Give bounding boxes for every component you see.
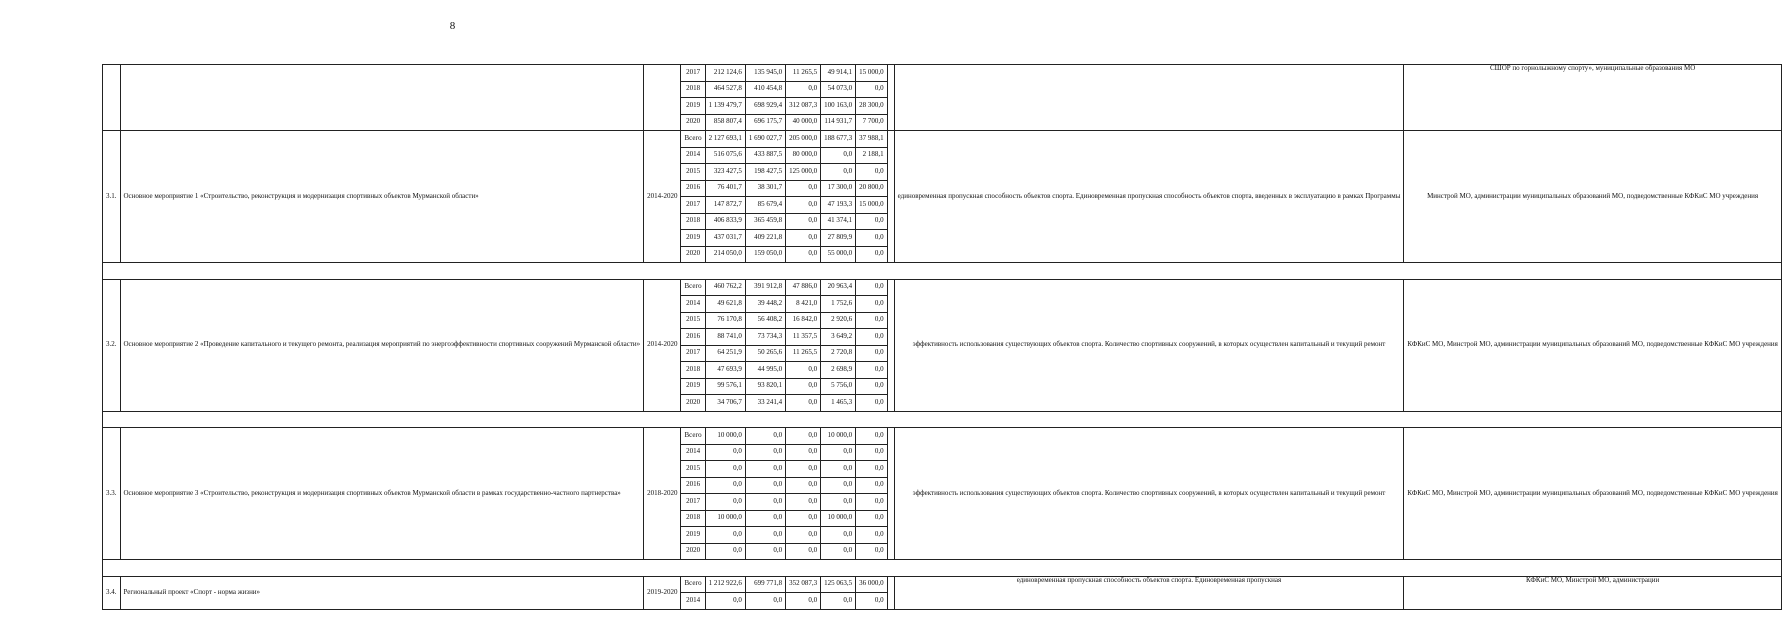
spacer-cell: [887, 65, 894, 131]
amount-cell: 16 842,0: [786, 312, 821, 329]
year-cell: Всего: [681, 131, 705, 148]
amount-cell: 114 931,7: [821, 114, 856, 131]
amount-cell: 41 374,1: [821, 213, 856, 230]
executors-cell: КФКиС МО, Минстрой МО, администрации муниципальных образований МО, подведомственные КФКиС МО учреждения: [1404, 428, 1782, 560]
amount-cell: 0,0: [705, 461, 745, 478]
amount-cell: 696 175,7: [745, 114, 785, 131]
amount-cell: 0,0: [705, 494, 745, 511]
amount-cell: 410 454,8: [745, 81, 785, 98]
activity-name-cell: Региональный проект «Спорт - норма жизни»: [120, 576, 644, 609]
amount-cell: 0,0: [821, 444, 856, 461]
amount-cell: 99 576,1: [705, 378, 745, 395]
amount-cell: 0,0: [786, 378, 821, 395]
amount-cell: 1 212 922,6: [705, 576, 745, 593]
amount-cell: 0,0: [856, 312, 888, 329]
amount-cell: 433 887,5: [745, 147, 785, 164]
period-cell: [644, 65, 681, 131]
amount-cell: 0,0: [786, 230, 821, 247]
amount-cell: 0,0: [821, 494, 856, 511]
amount-cell: 49 914,1: [821, 65, 856, 82]
section-gap: [103, 263, 1782, 280]
year-cell: 2016: [681, 477, 705, 494]
amount-cell: 409 221,8: [745, 230, 785, 247]
year-cell: 2014: [681, 593, 705, 610]
amount-cell: 93 820,1: [745, 378, 785, 395]
amount-cell: 11 265,5: [786, 65, 821, 82]
amount-cell: 0,0: [745, 494, 785, 511]
amount-cell: 125 000,0: [786, 164, 821, 181]
amount-cell: 2 188,1: [856, 147, 888, 164]
amount-cell: 0,0: [745, 461, 785, 478]
amount-cell: 0,0: [705, 543, 745, 560]
amount-cell: 15 000,0: [856, 197, 888, 214]
amount-cell: 323 427,5: [705, 164, 745, 181]
year-cell: 2017: [681, 494, 705, 511]
section-gap: [103, 411, 1782, 428]
amount-cell: 39 448,2: [745, 296, 785, 313]
amount-cell: 0,0: [786, 510, 821, 527]
amount-cell: 0,0: [821, 147, 856, 164]
year-cell: 2014: [681, 147, 705, 164]
year-cell: 2020: [681, 246, 705, 263]
activity-name-cell: Основное мероприятие 2 «Проведение капитального и текущего ремонта, реализация мероприятий по энергоэффективности спортивных сооружений Мурманской области»: [120, 279, 644, 411]
amount-cell: 135 945,0: [745, 65, 785, 82]
amount-cell: 5 756,0: [821, 378, 856, 395]
amount-cell: 85 679,4: [745, 197, 785, 214]
amount-cell: 0,0: [786, 395, 821, 412]
amount-cell: 0,0: [856, 345, 888, 362]
activity-name-cell: [120, 65, 644, 131]
amount-cell: 0,0: [745, 593, 785, 610]
amount-cell: 76 170,8: [705, 312, 745, 329]
amount-cell: 437 031,7: [705, 230, 745, 247]
period-cell: 2018-2020: [644, 428, 681, 560]
amount-cell: 0,0: [786, 197, 821, 214]
amount-cell: 0,0: [856, 477, 888, 494]
amount-cell: 0,0: [856, 527, 888, 544]
year-cell: 2018: [681, 362, 705, 379]
amount-cell: 2 127 693,1: [705, 131, 745, 148]
amount-cell: 0,0: [856, 246, 888, 263]
amount-cell: 125 063,5: [821, 576, 856, 593]
amount-cell: 0,0: [856, 461, 888, 478]
year-cell: 2015: [681, 461, 705, 478]
amount-cell: 391 912,8: [745, 279, 785, 296]
amount-cell: 1 752,6: [821, 296, 856, 313]
amount-cell: 76 401,7: [705, 180, 745, 197]
amount-cell: 0,0: [856, 444, 888, 461]
year-cell: 2018: [681, 510, 705, 527]
year-cell: 2014: [681, 444, 705, 461]
indicator-cell: единовременная пропускная способность объектов спорта. Единовременная пропускная: [894, 576, 1404, 609]
amount-cell: 0,0: [745, 527, 785, 544]
program-table: [102, 64, 1782, 610]
spacer-cell: [887, 279, 894, 411]
year-cell: 2015: [681, 164, 705, 181]
amount-cell: 8 421,0: [786, 296, 821, 313]
year-cell: 2020: [681, 543, 705, 560]
year-cell: 2016: [681, 180, 705, 197]
amount-cell: 460 762,2: [705, 279, 745, 296]
executors-cell: Минстрой МО, администрации муниципальных образований МО, подведомственные КФКиС МО учреждения: [1404, 131, 1782, 263]
amount-cell: 50 265,6: [745, 345, 785, 362]
amount-cell: 88 741,0: [705, 329, 745, 346]
amount-cell: 2 920,6: [821, 312, 856, 329]
year-cell: 2018: [681, 213, 705, 230]
amount-cell: 0,0: [786, 543, 821, 560]
amount-cell: 0,0: [786, 477, 821, 494]
amount-cell: 17 300,0: [821, 180, 856, 197]
amount-cell: 0,0: [786, 246, 821, 263]
amount-cell: 10 000,0: [821, 428, 856, 445]
amount-cell: 0,0: [821, 543, 856, 560]
amount-cell: 0,0: [821, 461, 856, 478]
indicator-cell: [894, 65, 1404, 131]
year-cell: 2014: [681, 296, 705, 313]
amount-cell: 0,0: [856, 329, 888, 346]
amount-cell: 15 000,0: [856, 65, 888, 82]
amount-cell: 0,0: [745, 477, 785, 494]
table-row: [103, 279, 1782, 296]
amount-cell: 0,0: [786, 444, 821, 461]
amount-cell: 34 706,7: [705, 395, 745, 412]
amount-cell: 0,0: [745, 444, 785, 461]
amount-cell: 0,0: [705, 477, 745, 494]
amount-cell: 0,0: [786, 494, 821, 511]
year-cell: 2019: [681, 98, 705, 115]
amount-cell: 0,0: [856, 279, 888, 296]
amount-cell: 214 050,0: [705, 246, 745, 263]
amount-cell: 188 677,3: [821, 131, 856, 148]
executors-cell: КФКиС МО, Минстрой МО, администрации муниципальных образований МО, подведомственные КФКиС МО учреждения: [1404, 279, 1782, 411]
period-cell: 2019-2020: [644, 576, 681, 609]
amount-cell: 0,0: [745, 510, 785, 527]
spacer-cell: [887, 576, 894, 609]
amount-cell: 312 087,3: [786, 98, 821, 115]
amount-cell: 0,0: [856, 395, 888, 412]
spacer-cell: [887, 131, 894, 263]
amount-cell: 406 833,9: [705, 213, 745, 230]
amount-cell: 10 000,0: [705, 510, 745, 527]
amount-cell: 0,0: [786, 428, 821, 445]
amount-cell: 47 193,3: [821, 197, 856, 214]
year-cell: 2018: [681, 81, 705, 98]
indicator-cell: эффективность использования существующих объектов спорта. Количество спортивных сооружений, в которых осуществлен капитальный и текущий ремонт: [894, 428, 1404, 560]
amount-cell: 0,0: [705, 444, 745, 461]
amount-cell: 11 357,5: [786, 329, 821, 346]
amount-cell: 40 000,0: [786, 114, 821, 131]
amount-cell: 0,0: [786, 81, 821, 98]
amount-cell: 0,0: [745, 428, 785, 445]
executors-cell: КФКиС МО, Минстрой МО, администрации: [1404, 576, 1782, 609]
activity-name-cell: Основное мероприятие 3 «Строительство, реконструкция и модернизация спортивных объектов Мурманской области в рамках государственно-частного партнерства»: [120, 428, 644, 560]
table-row: [103, 576, 1782, 593]
amount-cell: 1 139 479,7: [705, 98, 745, 115]
year-cell: Всего: [681, 428, 705, 445]
period-cell: 2014-2020: [644, 131, 681, 263]
amount-cell: 54 073,0: [821, 81, 856, 98]
row-number-cell: 3.4.: [103, 576, 121, 609]
amount-cell: 0,0: [786, 362, 821, 379]
amount-cell: 0,0: [786, 180, 821, 197]
amount-cell: 73 734,3: [745, 329, 785, 346]
amount-cell: 2 720,8: [821, 345, 856, 362]
amount-cell: 0,0: [856, 543, 888, 560]
row-number-cell: 3.3.: [103, 428, 121, 560]
amount-cell: 0,0: [856, 593, 888, 610]
amount-cell: 0,0: [856, 296, 888, 313]
amount-cell: 0,0: [786, 213, 821, 230]
amount-cell: 0,0: [705, 527, 745, 544]
amount-cell: 698 929,4: [745, 98, 785, 115]
year-cell: 2017: [681, 197, 705, 214]
amount-cell: 44 995,0: [745, 362, 785, 379]
table-row: [103, 131, 1782, 148]
amount-cell: 352 087,3: [786, 576, 821, 593]
amount-cell: 0,0: [856, 81, 888, 98]
amount-cell: 80 000,0: [786, 147, 821, 164]
amount-cell: 0,0: [821, 164, 856, 181]
period-cell: 2014-2020: [644, 279, 681, 411]
amount-cell: 3 649,2: [821, 329, 856, 346]
amount-cell: 0,0: [705, 593, 745, 610]
year-cell: 2019: [681, 527, 705, 544]
row-number-cell: [103, 65, 121, 131]
amount-cell: 0,0: [745, 543, 785, 560]
table-row: [103, 65, 1782, 82]
amount-cell: 47 886,0: [786, 279, 821, 296]
amount-cell: 10 000,0: [821, 510, 856, 527]
gap-cell: [103, 411, 1782, 428]
amount-cell: 36 000,0: [856, 576, 888, 593]
amount-cell: 20 800,0: [856, 180, 888, 197]
executors-cell: СШОР по горнолыжному спорту», муниципальные образования МО: [1404, 65, 1782, 131]
amount-cell: 27 809,9: [821, 230, 856, 247]
year-cell: 2017: [681, 65, 705, 82]
amount-cell: 198 427,5: [745, 164, 785, 181]
indicator-cell: эффективность использования существующих объектов спорта. Количество спортивных сооружений, в которых осуществлен капитальный и текущий ремонт: [894, 279, 1404, 411]
amount-cell: 10 000,0: [705, 428, 745, 445]
amount-cell: 47 693,9: [705, 362, 745, 379]
amount-cell: 0,0: [856, 164, 888, 181]
year-cell: 2019: [681, 378, 705, 395]
amount-cell: 858 807,4: [705, 114, 745, 131]
amount-cell: 7 700,0: [856, 114, 888, 131]
amount-cell: 516 075,6: [705, 147, 745, 164]
amount-cell: 212 124,6: [705, 65, 745, 82]
page-number: 8: [449, 20, 456, 32]
amount-cell: 0,0: [856, 213, 888, 230]
amount-cell: 0,0: [856, 362, 888, 379]
activity-name-cell: Основное мероприятие 1 «Строительство, реконструкция и модернизация спортивных объектов Мурманской области»: [120, 131, 644, 263]
year-cell: 2019: [681, 230, 705, 247]
gap-cell: [103, 263, 1782, 280]
amount-cell: 20 963,4: [821, 279, 856, 296]
amount-cell: 100 163,0: [821, 98, 856, 115]
amount-cell: 0,0: [821, 593, 856, 610]
amount-cell: 64 251,9: [705, 345, 745, 362]
row-number-cell: 3.2.: [103, 279, 121, 411]
amount-cell: 0,0: [856, 378, 888, 395]
spacer-cell: [887, 428, 894, 560]
year-cell: 2016: [681, 329, 705, 346]
amount-cell: 37 988,1: [856, 131, 888, 148]
year-cell: Всего: [681, 279, 705, 296]
year-cell: 2015: [681, 312, 705, 329]
amount-cell: 38 301,7: [745, 180, 785, 197]
year-cell: 2020: [681, 114, 705, 131]
amount-cell: 0,0: [856, 428, 888, 445]
amount-cell: 28 300,0: [856, 98, 888, 115]
amount-cell: 699 771,8: [745, 576, 785, 593]
amount-cell: 11 265,5: [786, 345, 821, 362]
indicator-cell: единовременная пропускная способность объектов спорта. Единовременная пропускная способность объектов спорта, введенных в эксплуатацию в рамках Программы: [894, 131, 1404, 263]
amount-cell: 33 241,4: [745, 395, 785, 412]
table-row: [103, 428, 1782, 445]
amount-cell: 205 000,0: [786, 131, 821, 148]
year-cell: 2017: [681, 345, 705, 362]
gap-cell: [103, 560, 1782, 577]
amount-cell: 49 621,8: [705, 296, 745, 313]
amount-cell: 464 527,8: [705, 81, 745, 98]
amount-cell: 365 459,8: [745, 213, 785, 230]
amount-cell: 0,0: [821, 527, 856, 544]
amount-cell: 0,0: [856, 230, 888, 247]
amount-cell: 0,0: [856, 510, 888, 527]
amount-cell: 0,0: [856, 494, 888, 511]
amount-cell: 0,0: [786, 593, 821, 610]
amount-cell: 2 698,9: [821, 362, 856, 379]
amount-cell: 1 690 027,7: [745, 131, 785, 148]
amount-cell: 147 872,7: [705, 197, 745, 214]
row-number-cell: 3.1.: [103, 131, 121, 263]
amount-cell: 1 465,3: [821, 395, 856, 412]
amount-cell: 0,0: [786, 527, 821, 544]
amount-cell: 0,0: [821, 477, 856, 494]
amount-cell: 159 050,0: [745, 246, 785, 263]
amount-cell: 0,0: [786, 461, 821, 478]
year-cell: Всего: [681, 576, 705, 593]
year-cell: 2020: [681, 395, 705, 412]
section-gap: [103, 560, 1782, 577]
amount-cell: 55 000,0: [821, 246, 856, 263]
amount-cell: 56 408,2: [745, 312, 785, 329]
